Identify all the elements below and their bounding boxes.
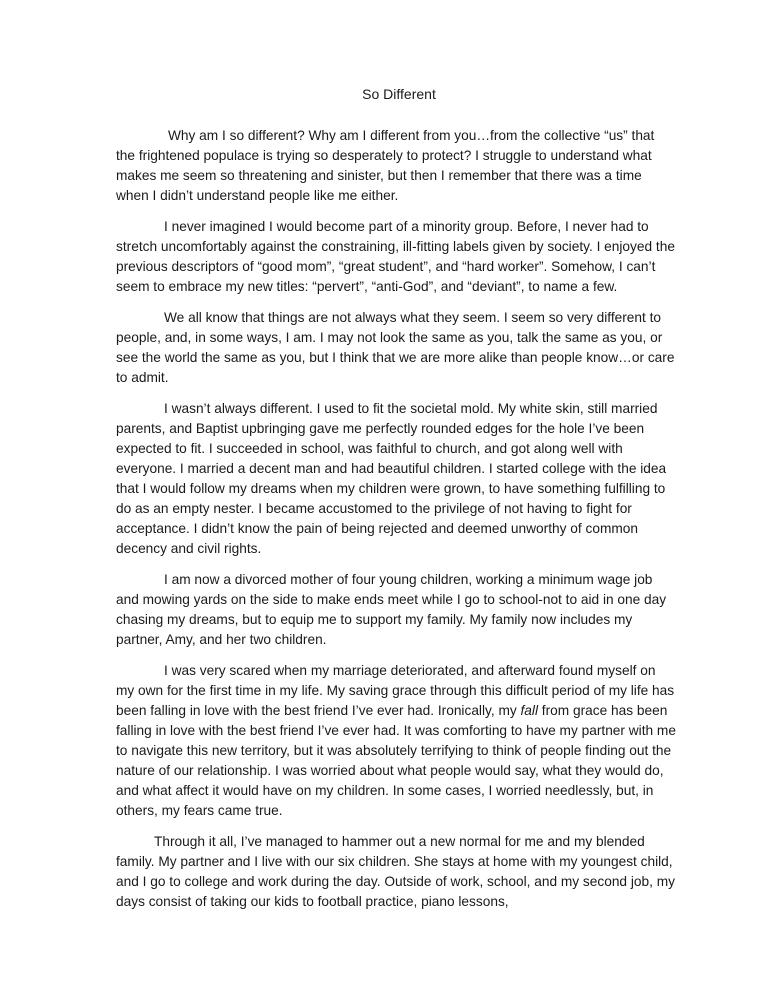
paragraph-4: I wasn’t always different. I used to fit the societal mold. My white skin, still married parents, and Baptist upbringing gave me perfectly rounded edges for the hole I’ve been expected to fit. I succeeded in school, was faithful to church, and got along well with everyone. I married a decent man and had beautiful children. I started college with the idea that I would follow my dreams when my children were grown, to have something fulfilling to do as an empty nester. I became accustomed to the privilege of not having to fight for acceptance. I didn’t know the pain of being rejected and deemed unworthy of common decency and civil rights. [116,401,667,556]
paragraph-5: I am now a divorced mother of four young children, working a minimum wage job and mowing yards on the side to make ends meet while I go to school-not to aid in one day chasing my dreams, but to equip me to support my family. My family now includes my partner, Amy, and her two children. [116,572,667,647]
paragraph-6-text-after: from grace has been falling in love with the best friend I’ve ever had. It was comforting to have my partner with me to navigate this new territory, but it was absolutely terrifying to think of people finding out the nature of our relationship. I was worried about what people would say, what they would do, and what affect it would have on my children. In some cases, I worried needlessly, but, in others, my fears came true. [116,703,676,818]
paragraph-6 [116,661,676,821]
paragraph-6-emphasis: fall [520,703,538,718]
document-title: So Different [362,86,436,102]
paragraph-2: I never imagined I would become part of a minority group. Before, I never had to stretch uncomfortably against the constraining, ill-fitting labels given by society. I enjoyed the previous descriptors of “good mom”, “great student”, and “hard worker”. Somehow, I can’t seem to embrace my new titles: “pervert”, “anti-God”, and “deviant”, to name a few. [116,219,675,294]
document-page [116,84,676,923]
paragraph-7: Through it all, I’ve managed to hammer out a new normal for me and my blended family. My partner and I live with our six children. She stays at home with my youngest child, and I go to college and work during the day. Outside of work, school, and my second job, my days consist of taking our kids to football practice, piano lessons, [116,834,675,909]
paragraph-1: Why am I so different? Why am I different from you…from the collective “us” that the frightened populace is trying so desperately to protect? I struggle to understand what makes me seem so threatening and sinister, but then I remember that there was a time when I didn’t understand people like me either. [116,128,655,203]
paragraph-6-text-before: I was very scared when my marriage deteriorated, and afterward found myself on my own for the first time in my life. My saving grace through this difficult period of my life has been falling in love with the best friend I’ve ever had. Ironically, my [116,663,675,718]
paragraph-3: We all know that things are not always what they seem. I seem so very different to people, and, in some ways, I am. I may not look the same as you, talk the same as you, or see the world the same as you, but I think that we are more alike than people know…or care to admit. [116,310,675,385]
